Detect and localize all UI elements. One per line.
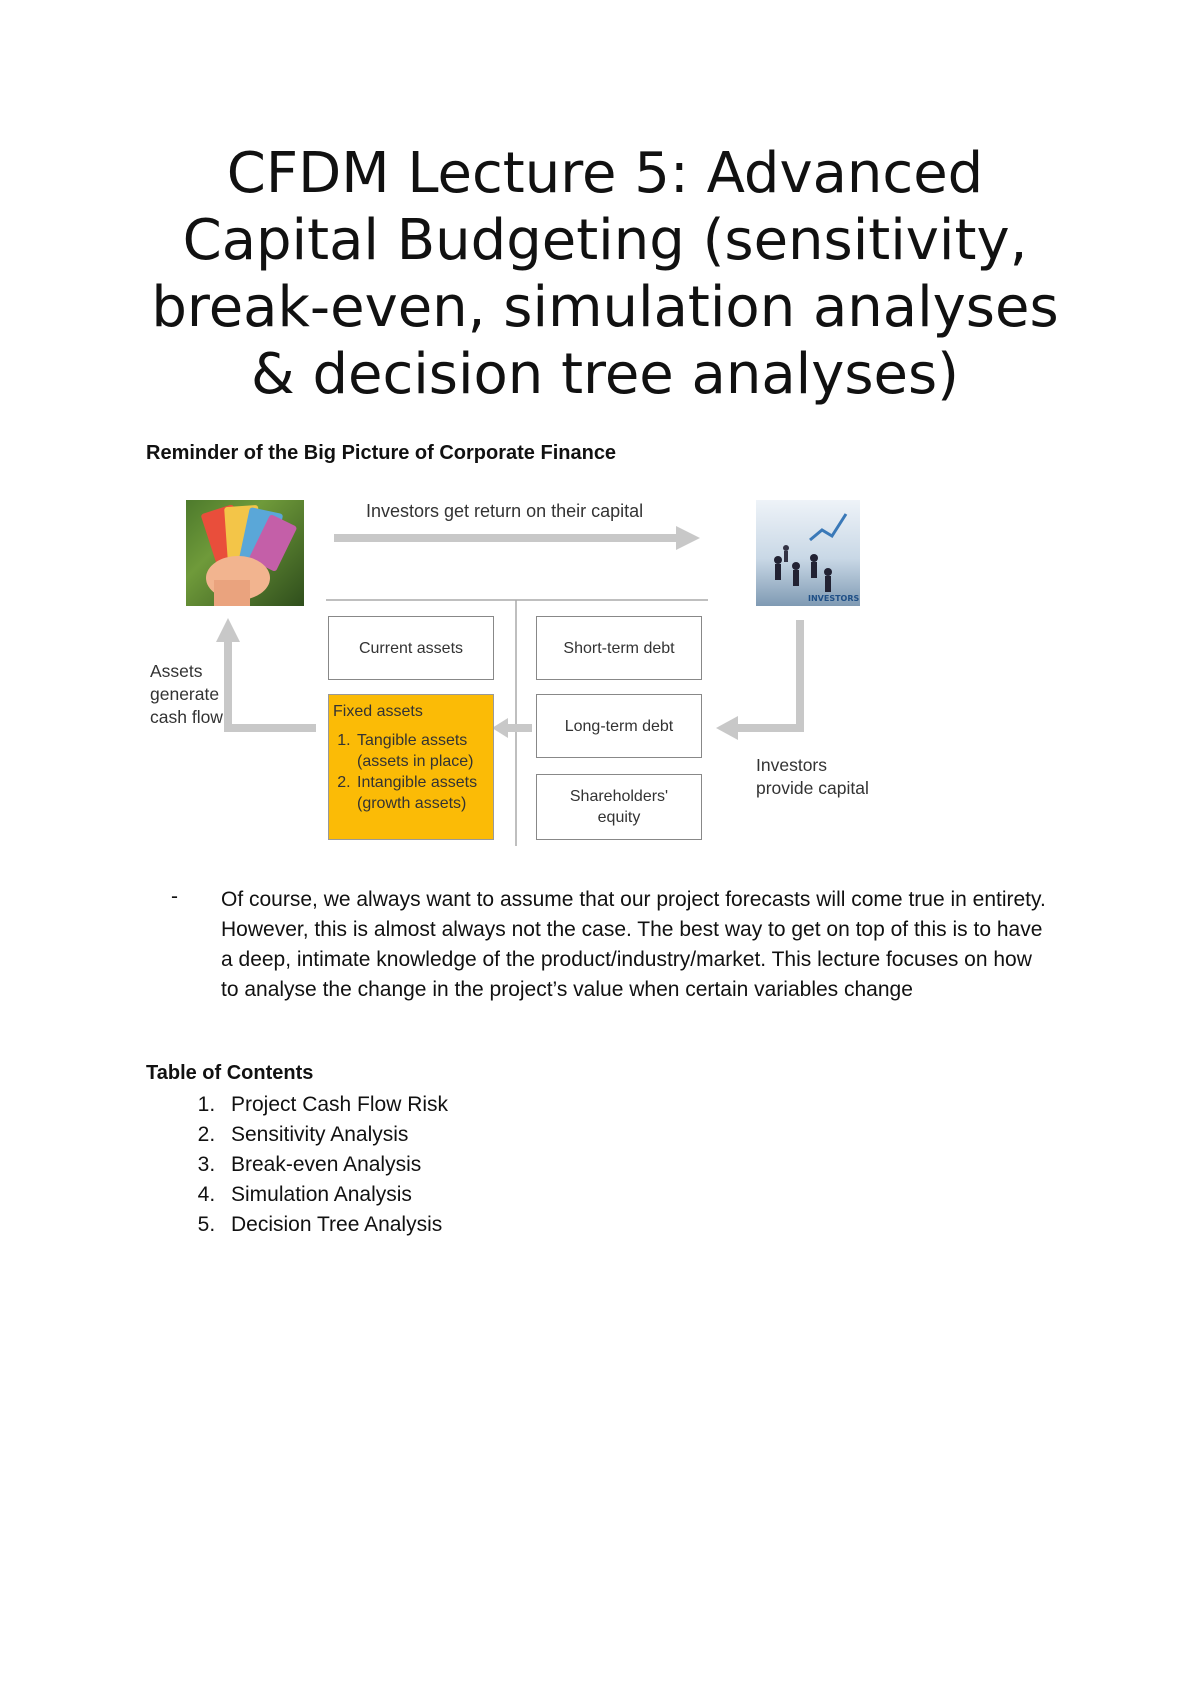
money-hand-icon (186, 500, 304, 606)
corporate-finance-diagram (140, 490, 920, 850)
assets-generate-label: Assets generate cash flow (150, 661, 223, 727)
cash-flow-arrow-shaft (228, 638, 316, 728)
investors-caption: INVESTORS (808, 594, 860, 603)
table-of-contents (181, 1090, 448, 1240)
provide-capital-arrow-head (716, 716, 738, 740)
toc-item: 5. Decision Tree Analysis (221, 1210, 448, 1240)
return-label: Investors get return on their capital (366, 501, 644, 521)
fixed-assets-item: 2. Intangible assets (growth assets) (355, 772, 489, 814)
fixed-assets-title: Fixed assets (333, 703, 423, 720)
page-title: CFDM Lecture 5: Advanced Capital Budgeting (sensitivity, break-even, simulation analyses & decision tree analyses) (151, 141, 1059, 407)
current-assets-box: Current assets (328, 616, 494, 680)
toc-heading: Table of Contents (146, 1062, 314, 1084)
bullet-dash: - (171, 885, 178, 908)
short-term-debt-box: Short-term debt (536, 616, 702, 680)
shareholders-equity-box: Shareholders' equity (536, 774, 702, 840)
bullet-paragraph: Of course, we always want to assume that our project forecasts will come true in entirety. However, this is almost always not the case. The best way to get on top of this is to have a deep, intimate knowledge of the product/industry/market. This lecture focuses on how to analyse the change in the project’s value when certain variables change (221, 888, 1046, 1001)
bullet-point (171, 885, 1051, 1005)
fixed-assets-item: 1. Tangible assets (assets in place) (355, 730, 489, 772)
fixed-assets-list (333, 730, 489, 814)
toc-item: 4. Simulation Analysis (221, 1180, 448, 1210)
investors-photo (756, 500, 860, 606)
investors-provide-label: Investors provide capital (756, 755, 869, 798)
fixed-assets-box (328, 694, 494, 840)
section-heading: Reminder of the Big Picture of Corporate Finance (146, 442, 617, 464)
toc-item: 2. Sensitivity Analysis (221, 1120, 448, 1150)
return-arrow-head (676, 526, 700, 550)
money-photo (186, 500, 304, 606)
toc-item: 3. Break-even Analysis (221, 1150, 448, 1180)
investors-icon (756, 500, 860, 606)
cash-flow-arrow-head (216, 618, 240, 642)
toc-item: 1. Project Cash Flow Risk (221, 1090, 448, 1120)
provide-capital-arrow-shaft (736, 620, 800, 728)
capital-to-assets-arrow-head (492, 718, 508, 738)
long-term-debt-box: Long-term debt (536, 694, 702, 758)
